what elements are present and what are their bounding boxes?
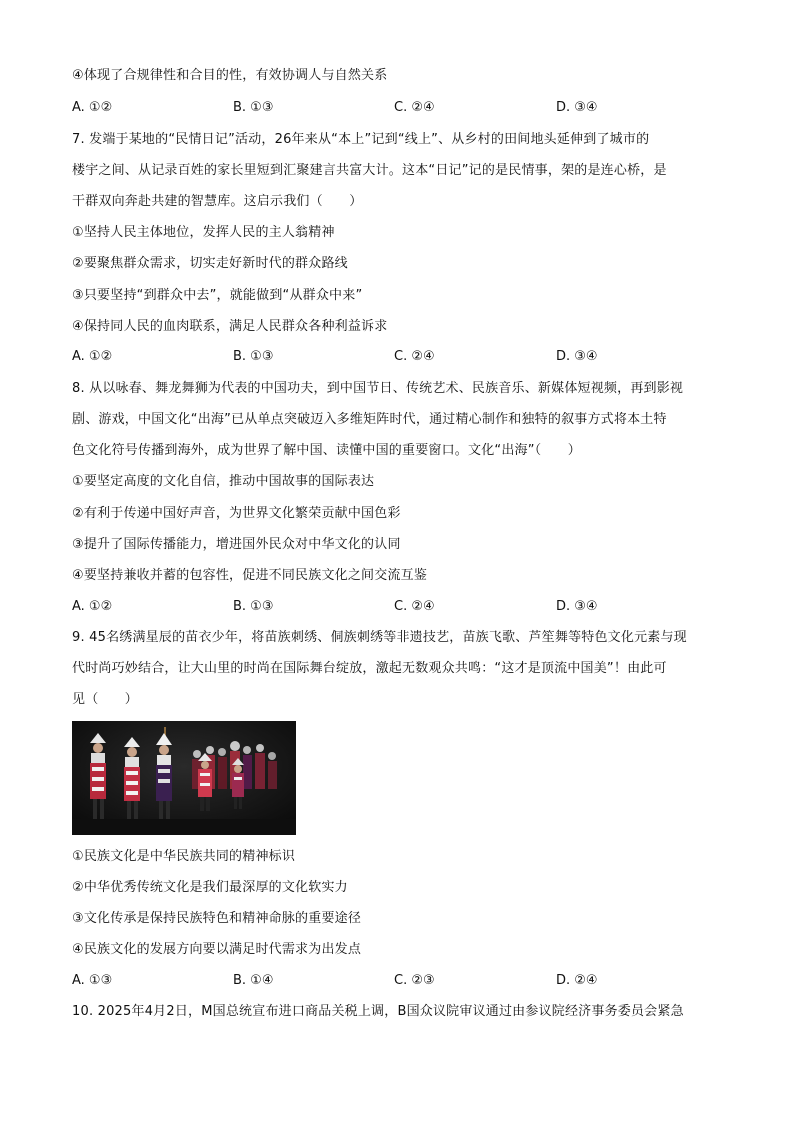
q7-item-2: ②要聚焦群众需求，切实走好新时代的群众路线 bbox=[72, 256, 348, 271]
q7-item-1: ①坚持人民主体地位，发挥人民的主人翁精神 bbox=[72, 225, 335, 240]
q7-option-b: B. ①③ bbox=[233, 349, 274, 364]
q9-option-c: C. ②③ bbox=[394, 973, 435, 988]
q9-option-a: A. ①③ bbox=[72, 973, 113, 988]
q7-item-3: ③只要坚持“到群众中去”，就能做到“从群众中来” bbox=[72, 288, 363, 303]
q9-item-2: ②中华优秀传统文化是我们最深厚的文化软实力 bbox=[72, 880, 348, 895]
q7-option-d: D. ③④ bbox=[556, 349, 598, 364]
q7-stem-line-1: 7. 发端于某地的“民情日记”活动，26年来从“本上”记到“线上”、从乡村的田间地头延伸到了城市的 bbox=[72, 132, 650, 147]
q8-options bbox=[72, 598, 724, 616]
miao-costume-performers-photo bbox=[72, 721, 296, 835]
q8-option-b: B. ①③ bbox=[233, 599, 274, 614]
q6-option-a: A. ①② bbox=[72, 100, 113, 115]
q7-option-c: C. ②④ bbox=[394, 349, 435, 364]
q8-option-d: D. ③④ bbox=[556, 599, 598, 614]
q8-option-a: A. ①② bbox=[72, 599, 113, 614]
q8-option-c: C. ②④ bbox=[394, 599, 435, 614]
q8-item-4: ④要坚持兼收并蓄的包容性，促进不同民族文化之间交流互鉴 bbox=[72, 568, 428, 583]
q9-item-1: ①民族文化是中华民族共同的精神标识 bbox=[72, 849, 296, 864]
q7-option-a: A. ①② bbox=[72, 349, 113, 364]
q6-options bbox=[72, 99, 724, 117]
q8-stem-line-1: 8. 从以咏春、舞龙舞狮为代表的中国功夫，到中国节日、传统艺术、民族音乐、新媒体短视频，再到影视 bbox=[72, 381, 684, 396]
q6-option-b: B. ①③ bbox=[233, 100, 274, 115]
q7-stem-line-3: 干群双向奔赴共建的智慧库。这启示我们（ ） bbox=[72, 194, 363, 209]
q7-stem-line-2: 楼宇之间、从记录百姓的家长里短到汇聚建言共富大计。这本“日记”记的是民情事，架的是连心桥，是 bbox=[72, 163, 667, 178]
q9-item-3: ③文化传承是保持民族特色和精神命脉的重要途径 bbox=[72, 911, 362, 926]
q8-item-3: ③提升了国际传播能力，增进国外民众对中华文化的认同 bbox=[72, 537, 401, 552]
q9-option-b: B. ①④ bbox=[233, 973, 274, 988]
q9-option-d: D. ②④ bbox=[556, 973, 598, 988]
q9-options bbox=[72, 972, 724, 990]
q6-option-c: C. ②④ bbox=[394, 100, 435, 115]
q9-item-4: ④民族文化的发展方向要以满足时代需求为出发点 bbox=[72, 942, 362, 957]
q7-options bbox=[72, 348, 724, 366]
q8-stem-line-3: 色文化符号传播到海外，成为世界了解中国、读懂中国的重要窗口。文化“出海”（ ） bbox=[72, 443, 581, 458]
q9-stem-line-3: 见（ ） bbox=[72, 692, 139, 707]
q8-item-2: ②有利于传递中国好声音，为世界文化繁荣贡献中国色彩 bbox=[72, 506, 401, 521]
q7-item-4: ④保持同人民的血肉联系，满足人民群众各种利益诉求 bbox=[72, 319, 388, 334]
q6-item-4: ④体现了合规律性和合目的性，有效协调人与自然关系 bbox=[72, 68, 388, 83]
q9-stem-line-2: 代时尚巧妙结合，让大山里的时尚在国际舞台绽放，激起无数观众共鸣：“这才是顶流中国美”！由此可 bbox=[72, 661, 667, 676]
q6-option-d: D. ③④ bbox=[556, 100, 598, 115]
q8-item-1: ①要坚定高度的文化自信，推动中国故事的国际表达 bbox=[72, 474, 375, 489]
q10-stem-line-1: 10. 2025年4月2日，M国总统宣布进口商品关税上调，B国众议院审议通过由参议院经济事务委员会紧急 bbox=[72, 1004, 684, 1019]
q9-stem-line-1: 9. 45名绣满星辰的苗衣少年，将苗族刺绣、侗族刺绣等非遗技艺，苗族飞歌、芦笙舞等特色文化元素与现 bbox=[72, 630, 687, 645]
performers-illustration bbox=[72, 721, 296, 835]
q8-stem-line-2: 剧、游戏，中国文化“出海”已从单点突破迈入多维矩阵时代，通过精心制作和独特的叙事方式将本土特 bbox=[72, 412, 667, 427]
